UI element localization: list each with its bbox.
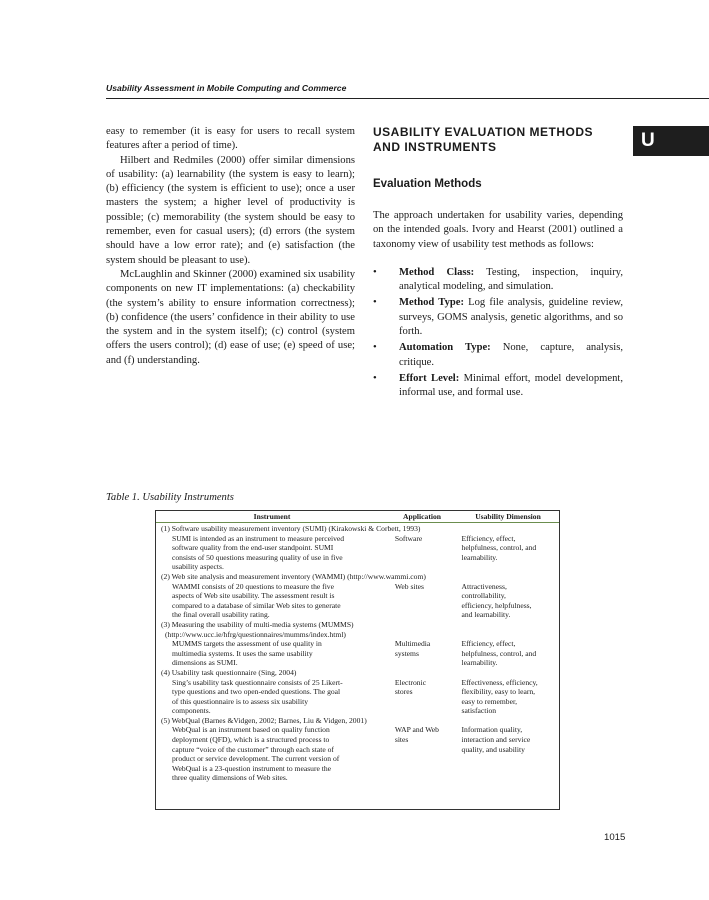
table-cell-instrument [156, 639, 388, 668]
table-row [156, 534, 559, 572]
method-taxonomy-list [373, 266, 623, 401]
table-body [156, 523, 559, 783]
bullet-icon: • [373, 266, 377, 278]
instrument-group-title: (2) Web site analysis and measurement inventory (WAMMI) (http://www.wammi.com) [161, 571, 426, 581]
table-cell-application [395, 582, 459, 620]
instrument-group-title: (3) Measuring the usability of multi-media systems (MUMMS) [161, 619, 354, 629]
cell-instrument-line: type questions and two open-ended questions. The goal [172, 687, 341, 697]
subsection-title: Evaluation Methods [373, 178, 482, 190]
list-item-term: Automation Type: [399, 342, 491, 354]
cell-dimension-line: Attractiveness, [461, 581, 507, 591]
cell-dimension-line: helpfulness, control, and [461, 648, 537, 658]
section-letter-tab: U [633, 126, 709, 156]
cell-instrument-line: MUMMS targets the assessment of use quality in [172, 639, 322, 649]
table-cell-application [395, 678, 459, 716]
cell-application-line: Multimedia [394, 639, 431, 649]
instrument-group-title: (5) WebQual (Barnes &Vidgen, 2002; Barnes, Liu & Vidgen, 2001) [161, 715, 367, 725]
cell-dimension-line: learnability. [461, 552, 498, 562]
cell-instrument-line: aspects of Web site usability. The assessment result is [172, 591, 335, 601]
table-row [156, 678, 559, 716]
list-item-term: Effort Level: [399, 372, 460, 384]
cell-instrument-line: of this questionnaire is to assess six usability [172, 696, 309, 706]
table-header-row [156, 511, 559, 523]
table-cell-dimension [462, 582, 559, 620]
cell-application-line: Web sites [394, 581, 424, 591]
intro-paragraph: The approach undertaken for usability varies, depending on the intended goals. Ivory and Hearst (2001) outlined a taxonomy view of usability test methods as follows: [373, 210, 623, 250]
column-header-dimension: Usability Dimension [475, 512, 541, 521]
cell-instrument-line: the final overall usability rating. [172, 610, 270, 620]
cell-dimension-line: Information quality, [461, 725, 523, 735]
left-column [106, 125, 355, 368]
cell-instrument-line: SUMI is intended as an instrument to measure perceived [172, 533, 345, 543]
table-row [156, 582, 559, 620]
cell-application-line: Software [394, 533, 423, 543]
cell-instrument-line: multimedia systems. It uses the same usability [172, 648, 313, 658]
cell-instrument-line: software quality from the end-user standpoint. SUMI [172, 543, 334, 553]
table-cell-dimension [462, 678, 559, 716]
list-item-text: Log file analysis, guideline review, surveys, GOMS analysis, genetic algorithms, and so forth. [399, 297, 624, 338]
cell-instrument-line: Sing’s usability task questionnaire consists of 25 Likert- [172, 677, 343, 687]
cell-dimension-line: and learnability. [461, 610, 511, 620]
cell-instrument-line: WebQual is a 23-question instrument to measure the [172, 763, 332, 773]
list-item-text: Testing, inspection, inquiry, analytical modeling, and simulation. [399, 266, 623, 293]
list-item-term: Method Type: [399, 297, 464, 309]
table-cell-dimension [462, 639, 559, 668]
cell-dimension-line: satisfaction [461, 706, 497, 716]
cell-dimension-line: Effectiveness, efficiency, [461, 677, 538, 687]
section-title [373, 125, 623, 155]
cell-dimension-line: easy to remember, [461, 696, 518, 706]
column-header-instrument: Instrument [253, 512, 291, 521]
left-paragraph-3: McLaughlin and Skinner (2000) examined six usability components on new IT implementations: (a) checkability (the system’s ability to ensure information correctness); (b) confidence (the users’ confidence in their ability to use the system and in the system itself); (c) control (system offers the users control); (d) ease of use; (e) speed of use; and (f) understanding. [106, 268, 355, 366]
table-cell-instrument [156, 725, 388, 783]
cell-application-line: WAP and Web [394, 725, 439, 735]
cell-dimension-line: learnability. [461, 658, 498, 668]
cell-application-line: systems [394, 648, 419, 658]
cell-dimension-line: flexibility, easy to learn, [461, 687, 536, 697]
bullet-icon: • [373, 297, 377, 309]
table-caption: Table 1. Usability Instruments [106, 492, 234, 503]
right-column [373, 125, 623, 403]
cell-instrument-line: dimensions as SUMI. [172, 658, 238, 668]
cell-instrument-line: WAMMI consists of 20 questions to measure the five [172, 581, 334, 591]
cell-instrument-line: three quality dimensions of Web sites. [172, 773, 288, 783]
table-cell-instrument [156, 582, 388, 620]
bullet-icon: • [373, 342, 377, 354]
table-cell-application [395, 639, 459, 668]
table-cell-dimension [462, 534, 559, 572]
left-paragraph-1: easy to remember (it is easy for users to recall system features after a period of time). [106, 126, 355, 152]
header-divider [106, 98, 709, 99]
table-cell-instrument [156, 534, 388, 572]
section-title-line-1: USABILITY EVALUATION METHODS [373, 125, 594, 139]
table-cell-dimension [462, 725, 559, 783]
table-row [156, 639, 559, 668]
cell-dimension-line: interaction and service [461, 735, 531, 745]
table-cell-application [395, 534, 459, 572]
cell-instrument-line: product or service development. The current version of [172, 754, 340, 764]
list-item [373, 266, 623, 295]
bullet-icon: • [373, 372, 377, 384]
cell-dimension-line: controllability, [461, 591, 506, 601]
cell-instrument-line: usability aspects. [172, 562, 224, 572]
list-item-text: None, capture, analysis, critique. [399, 342, 624, 368]
cell-dimension-line: efficiency, helpfulness, [461, 600, 532, 610]
cell-dimension-line: helpfulness, control, and [461, 543, 537, 553]
instrument-group-title: (1) Software usability measurement inventory (SUMI) (Kirakowski & Corbett, 1993) [161, 524, 421, 533]
cell-dimension-line: Efficiency, effect, [461, 533, 516, 543]
left-paragraph-2: Hilbert and Redmiles (2000) offer similar dimensions of usability: (a) learnability (the system is easy to learn); (b) efficiency (the system is efficient to use); once a user masters the system; a higher level of productivity is possible; (c) memorability (the system should be easy to remember, even for casual users); (d) errors (the system should have a low error rate); and (e) satisfaction (the system should be pleasant to use). [106, 154, 355, 266]
cell-application-line: stores [394, 687, 413, 697]
cell-instrument-line: consists of 50 questions measuring quality of use in five [172, 552, 343, 562]
cell-dimension-line: Efficiency, effect, [461, 639, 516, 649]
cell-instrument-line: deployment (QFD), which is a structured process to [172, 735, 330, 745]
cell-instrument-line: components. [172, 706, 211, 716]
list-item [373, 296, 623, 339]
list-item [373, 341, 623, 370]
page-number: 1015 [604, 832, 626, 843]
section-title-line-2: AND INSTRUMENTS [373, 140, 497, 154]
usability-instruments-table [155, 510, 560, 810]
table-row [156, 725, 559, 783]
instrument-group-title: (4) Usability task questionnaire (Sing, 2004) [161, 667, 297, 677]
table-cell-instrument [156, 678, 388, 716]
running-header: Usability Assessment in Mobile Computing and Commerce [106, 83, 347, 93]
cell-dimension-line: quality, and usability [461, 744, 525, 754]
cell-application-line: Electronic [394, 677, 427, 687]
list-item-text: Minimal effort, model development, informal use, and formal use. [399, 372, 623, 399]
cell-application-line: sites [394, 735, 409, 745]
table-cell-application [395, 725, 459, 783]
cell-instrument-line: capture “voice of the customer” through each state of [172, 744, 334, 754]
cell-instrument-line: compared to a database of similar Web sites to generate [172, 600, 341, 610]
list-item-term: Method Class: [399, 266, 475, 278]
cell-instrument-line: WebQual is an instrument based on quality function [172, 725, 330, 735]
instrument-group-subtitle: (http://www.ucc.ie/hfrg/questionnaires/mumms/index.html) [165, 629, 346, 639]
list-item [373, 372, 623, 401]
column-header-application: Application [403, 512, 441, 521]
